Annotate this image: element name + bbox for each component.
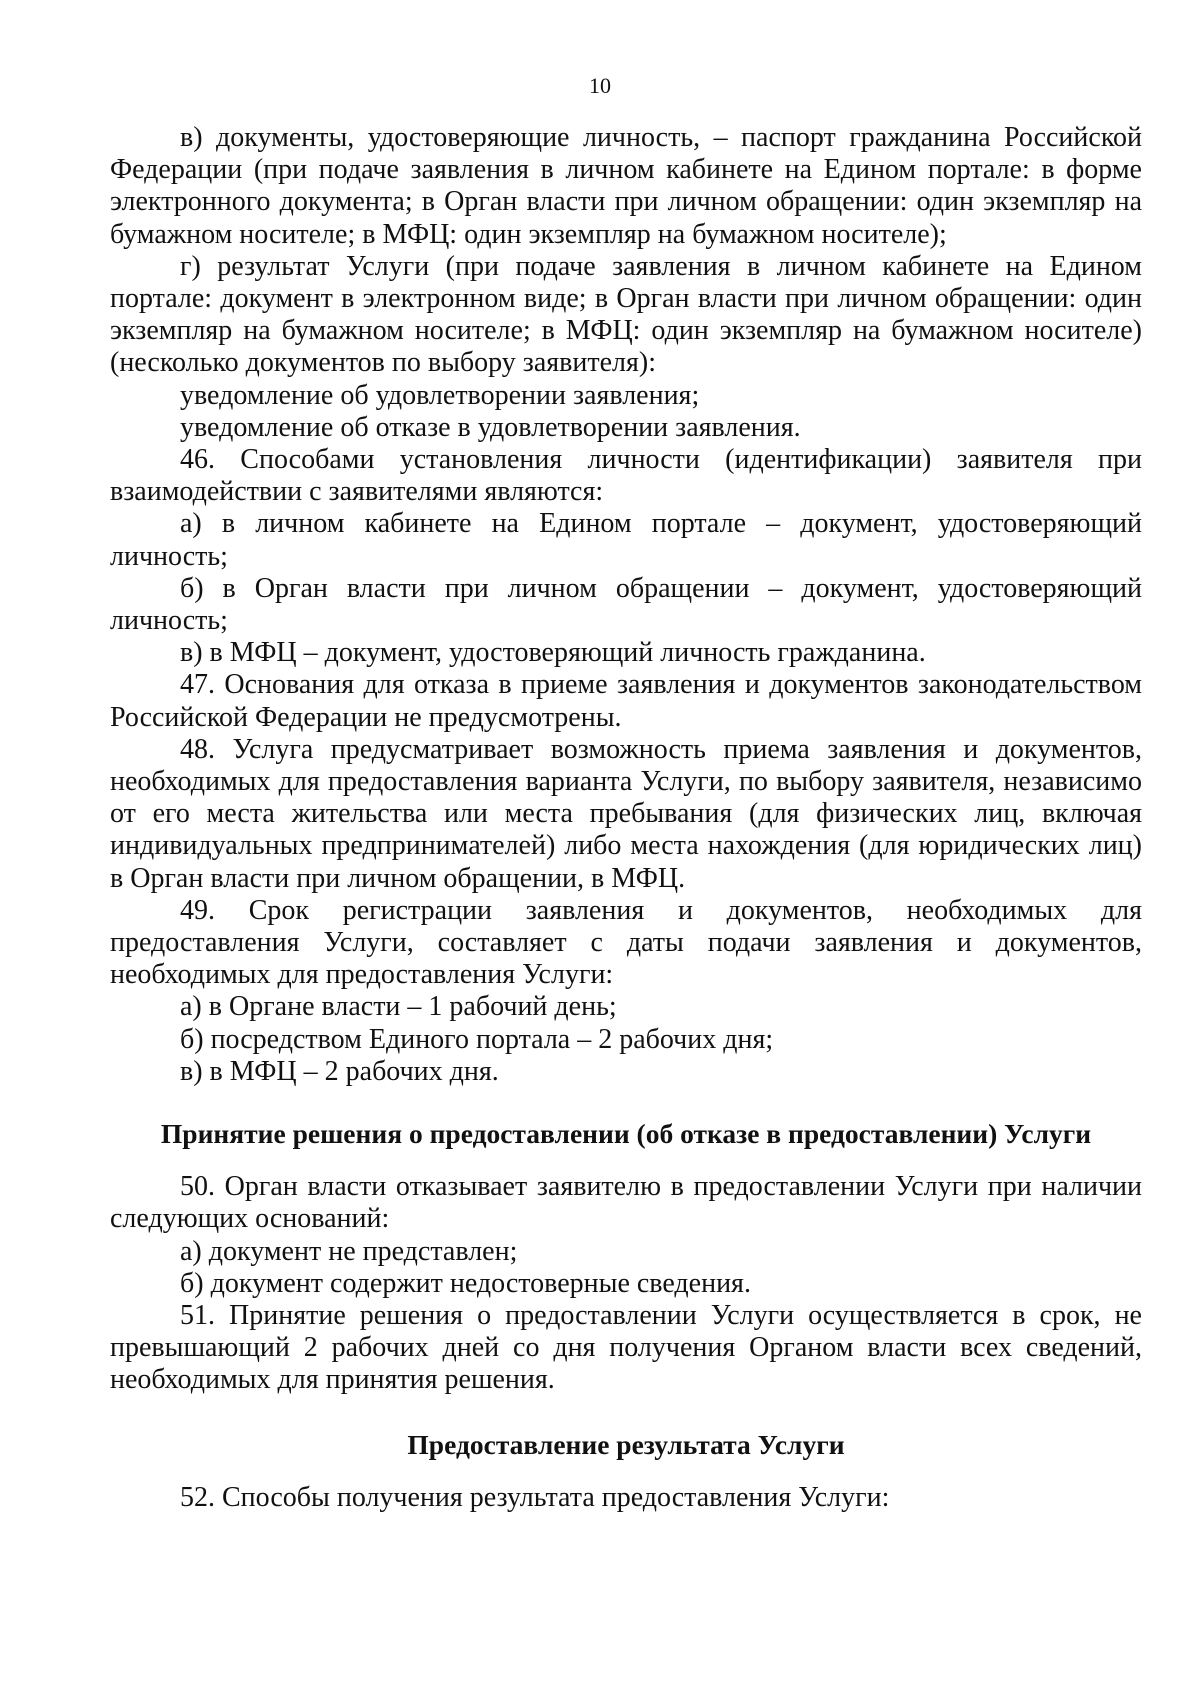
paragraph-46-b: б) в Орган власти при личном обращении – документ, удостоверяющий личность; bbox=[110, 572, 1142, 637]
document-body bbox=[110, 122, 1142, 1514]
paragraph-49: 49. Срок регистрации заявления и документов, необходимых для предоставления Услуги, составляет с даты подачи заявления и документов, необходимых для предоставления Услуги: bbox=[110, 894, 1142, 991]
list-item-notice-approval: уведомление об удовлетворении заявления; bbox=[180, 379, 700, 411]
paragraph-46: 46. Способами установления личности (идентификации) заявителя при взаимодействии с заявителями являются: bbox=[110, 444, 1142, 508]
list-item-notice-refusal: уведомление об отказе в удовлетворении заявления. bbox=[180, 411, 801, 443]
paragraph-49-b: б) посредством Единого портала – 2 рабочих дня; bbox=[180, 1023, 774, 1055]
paragraph-46-a: а) в личном кабинете на Едином портале – документ, удостоверяющий личность; bbox=[110, 508, 1142, 572]
paragraph-48: 48. Услуга предусматривает возможность приема заявления и документов, необходимых для предоставления варианта Услуги, по выбору заявителя, независимо от его места жительства или места пребывания (для физических лиц, включая индивидуальных предпринимателей) либо места нахождения (для юридических лиц) в Орган власти при личном обращении, в МФЦ. bbox=[110, 733, 1142, 894]
paragraph-50-b: б) документ содержит недостоверные сведения. bbox=[180, 1267, 751, 1299]
paragraph-50-a: а) документ не представлен; bbox=[180, 1235, 518, 1267]
paragraph-46-c: в) в МФЦ – документ, удостоверяющий личность гражданина. bbox=[180, 637, 926, 669]
paragraph-service-result: г) результат Услуги (при подаче заявления в личном кабинете на Едином портале: документ в электронном виде; в Орган власти при личном обращении: один экземпляр на бумажном носителе; в МФЦ: один экземпляр на бумажном носителе) (несколько документов по выбору заявителя): bbox=[110, 250, 1142, 379]
paragraph-52: 52. Способы получения результата предоставления Услуги: bbox=[180, 1481, 890, 1513]
paragraph-50: 50. Орган власти отказывает заявителю в предоставлении Услуги при наличии следующих оснований: bbox=[110, 1171, 1142, 1235]
paragraph-51: 51. Принятие решения о предоставлении Услуги осуществляется в срок, не превышающий 2 рабочих дней со дня получения Органом власти всех сведений, необходимых для принятия решения. bbox=[110, 1299, 1142, 1396]
section-heading-result: Предоставление результата Услуги bbox=[407, 1428, 845, 1460]
paragraph-identity-documents: в) документы, удостоверяющие личность, – паспорт гражданина Российской Федерации (при подаче заявления в личном кабинете на Едином портале: в форме электронного документа; в Орган власти при личном обращении: один экземпляр на бумажном носителе; в МФЦ: один экземпляр на бумажном носителе); bbox=[110, 122, 1142, 250]
page-number: 10 bbox=[589, 73, 611, 98]
paragraph-49-a: а) в Органе власти – 1 рабочий день; bbox=[180, 991, 617, 1023]
section-heading-decision: Принятие решения о предоставлении (об отказе в предоставлении) Услуги bbox=[160, 1118, 1092, 1150]
paragraph-47: 47. Основания для отказа в приеме заявления и документов законодательством Российской Федерации не предусмотрены. bbox=[110, 669, 1142, 733]
paragraph-49-c: в) в МФЦ – 2 рабочих дня. bbox=[180, 1055, 499, 1087]
